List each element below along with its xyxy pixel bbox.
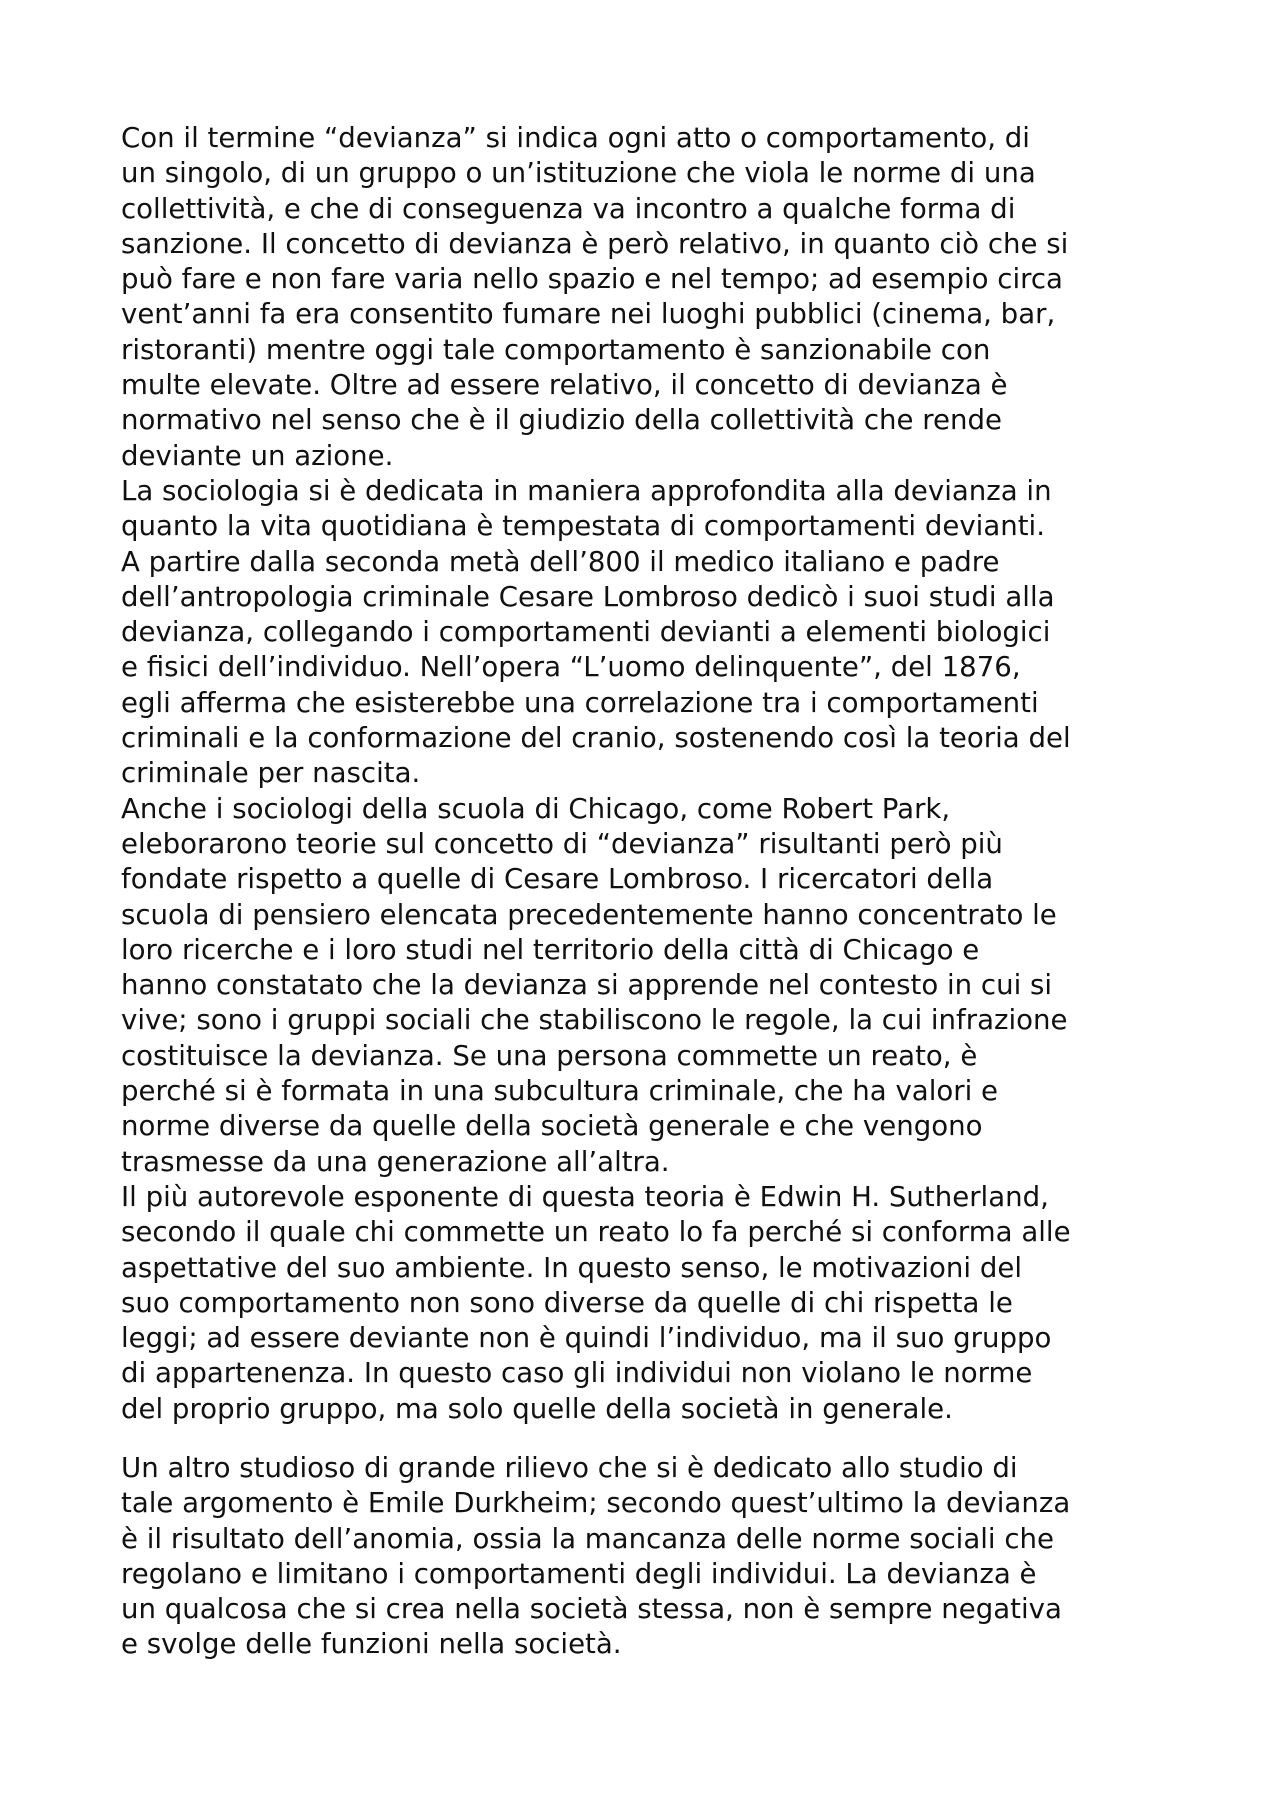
text-line: A partire dalla seconda metà dell’800 il medico italiano e padre xyxy=(121,544,1000,578)
text-line: tale argomento è Emile Durkheim; secondo quest’ultimo la devianza xyxy=(121,1486,1071,1520)
text-line: deviante un azione. xyxy=(121,438,394,472)
paragraph-durkheim xyxy=(121,1450,1171,1662)
text-line: Il più autorevole esponente di questa teoria è Edwin H. Sutherland, xyxy=(121,1179,1049,1213)
text-line: Con il termine “devianza” si indica ogni atto o comportamento, di xyxy=(121,121,1030,154)
text-line: loro ricerche e i loro studi nel territorio della città di Chicago e xyxy=(121,932,980,966)
document-body xyxy=(121,120,1171,1662)
text-line: e fisici dell’individuo. Nell’opera “L’uomo delinquente”, del 1876, xyxy=(121,650,1021,684)
text-line: ristoranti) mentre oggi tale comportamento è sanzionabile con xyxy=(121,332,991,366)
text-line: collettività, e che di conseguenza va incontro a qualche forma di xyxy=(121,191,1016,225)
text-line: Un altro studioso di grande rilievo che si è dedicato allo studio di xyxy=(121,1450,1018,1484)
text-line: vent’anni fa era consentito fumare nei luoghi pubblici (cinema, bar, xyxy=(121,297,1056,331)
text-line: norme diverse da quelle della società generale e che vengono xyxy=(121,1109,983,1143)
text-line: aspettative del suo ambiente. In questo senso, le motivazioni del xyxy=(121,1250,1023,1284)
paragraph-spacer xyxy=(121,1426,1171,1450)
text-line: Anche i sociologi della scuola di Chicago, come Robert Park, xyxy=(121,791,951,825)
text-line: un singolo, di un gruppo o un’istituzione che viola le norme di una xyxy=(121,156,1036,190)
text-line: sanzione. Il concetto di devianza è però relativo, in quanto ciò che si xyxy=(121,226,1069,260)
text-line: egli afferma che esisterebbe una correlazione tra i comportamenti xyxy=(121,685,1039,719)
text-line: perché si è formata in una subcultura criminale, che ha valori e xyxy=(121,1074,999,1108)
text-line: fondate rispetto a quelle di Cesare Lombroso. I ricercatori della xyxy=(121,862,994,896)
text-line: normativo nel senso che è il giudizio della collettività che rende xyxy=(121,403,1002,437)
text-line: un qualcosa che si crea nella società stessa, non è sempre negativa xyxy=(121,1592,1062,1626)
text-line: e svolge delle funzioni nella società. xyxy=(121,1627,622,1661)
text-line: può fare e non fare varia nello spazio e nel tempo; ad esempio circa xyxy=(121,262,1063,296)
text-line: trasmesse da una generazione all’altra. xyxy=(121,1144,670,1178)
paragraph-lombroso xyxy=(121,473,1171,791)
text-line: devianza, collegando i comportamenti devianti a elementi biologici xyxy=(121,615,1051,649)
text-line: costituisce la devianza. Se una persona commette un reato, è xyxy=(121,1038,978,1072)
paragraph-definition xyxy=(121,120,1171,473)
text-line: dell’antropologia criminale Cesare Lombroso dedicò i suoi studi alla xyxy=(121,579,1055,613)
text-line: regolano e limitano i comportamenti degli individui. La devianza è xyxy=(121,1556,1037,1590)
paragraph-chicago-school xyxy=(121,791,1171,1179)
text-line: criminale per nascita. xyxy=(121,756,421,790)
text-line: eleborarono teorie sul concetto di “devianza” risultanti però più xyxy=(121,826,1003,860)
text-line: di appartenenza. In questo caso gli individui non violano le norme xyxy=(121,1356,1033,1390)
text-line: suo comportamento non sono diverse da quelle di chi rispetta le xyxy=(121,1285,1013,1319)
text-line: La sociologia si è dedicata in maniera approfondita alla devianza in xyxy=(121,473,1052,507)
text-line: vive; sono i gruppi sociali che stabiliscono le regole, la cui infrazione xyxy=(121,1003,1068,1037)
text-line: scuola di pensiero elencata precedentemente hanno concentrato le xyxy=(121,897,1057,931)
text-line: criminali e la conformazione del cranio, sostenendo così la teoria del xyxy=(121,721,1071,755)
paragraph-sutherland xyxy=(121,1179,1171,1426)
text-line: leggi; ad essere deviante non è quindi l’individuo, ma il suo gruppo xyxy=(121,1321,1052,1355)
text-line: del proprio gruppo, ma solo quelle della società in generale. xyxy=(121,1391,953,1425)
text-line: hanno constatato che la devianza si apprende nel contesto in cui si xyxy=(121,968,1053,1002)
text-line: secondo il quale chi commette un reato lo fa perché si conforma alle xyxy=(121,1215,1071,1249)
text-line: multe elevate. Oltre ad essere relativo, il concetto di devianza è xyxy=(121,368,1008,402)
text-line: è il risultato dell’anomia, ossia la mancanza delle norme sociali che xyxy=(121,1521,1054,1555)
text-line: quanto la vita quotidiana è tempestata di comportamenti devianti. xyxy=(121,509,1045,543)
